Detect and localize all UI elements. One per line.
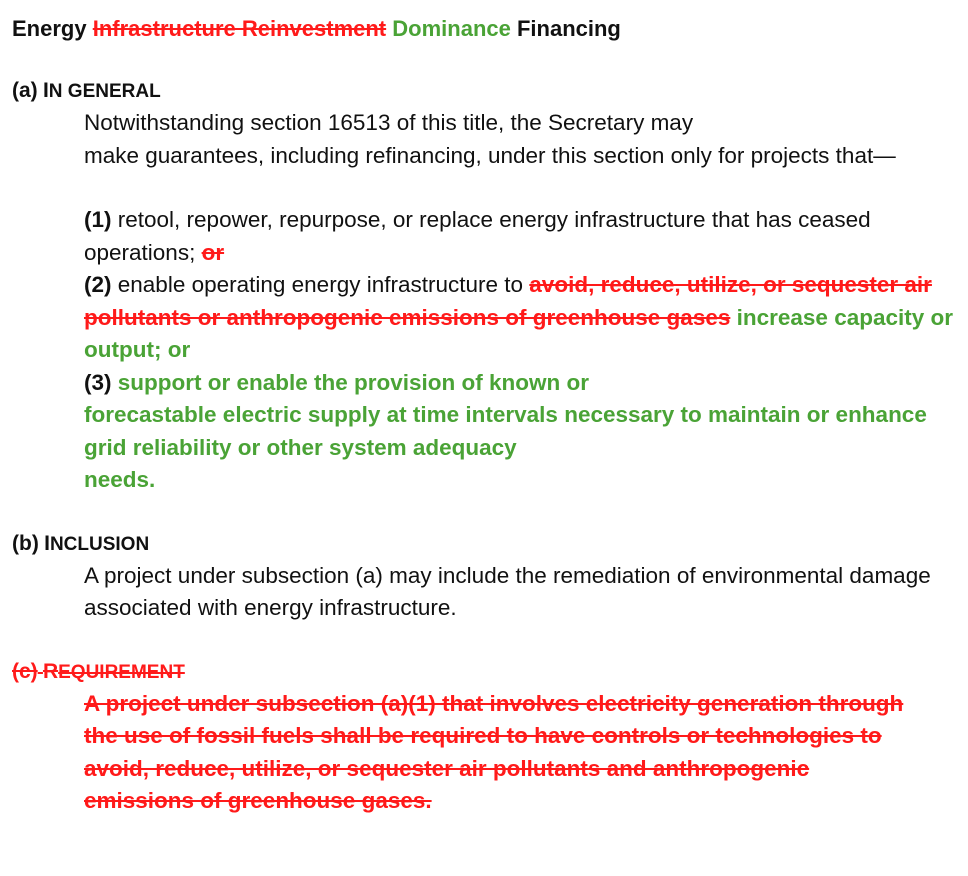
item-3-inserted-line1: support or enable the provision of known or <box>117 369 590 395</box>
section-c-deleted-text: A project under subsection (a)(1) that involves electricity generation through the use of fossil fuels shall be required to have controls or technologies to avoid, reduce, utilize, or sequester air pollutants and anthropogenic emissions of greenhouse gases. <box>84 690 904 813</box>
item-3-number: (3) <box>84 369 112 395</box>
title-inserted-text: Dominance <box>392 16 511 41</box>
section-a-item-2 <box>84 269 954 367</box>
item-3-inserted-line2: forecastable electric supply at time intervals necessary to maintain or enhance grid reliability or other system adequacy <box>84 402 927 460</box>
section-a-item-1 <box>84 204 954 269</box>
document <box>12 12 962 818</box>
item-2-number: (2) <box>84 272 112 297</box>
section-a-heading-initial: I <box>42 79 49 102</box>
section-a-heading <box>12 76 962 107</box>
section-c-heading-rest: EQUIREMENT <box>58 661 185 683</box>
title-deleted-text: Infrastructure Reinvestment <box>92 16 387 41</box>
section-a-intro <box>84 107 954 172</box>
section-a-item-3 <box>84 367 954 497</box>
item-2-text: enable operating energy infrastructure to <box>117 272 524 297</box>
section-c-heading-initial: R <box>42 659 59 683</box>
item-1-text: retool, repower, repurpose, or replace energy infrastructure that has ceased operations; <box>84 207 871 265</box>
section-c-body <box>84 688 924 818</box>
section-c-label: (c) <box>12 659 38 683</box>
item-3-inserted-line3: needs. <box>84 467 156 492</box>
section-a-intro-line1: Notwithstanding section 16513 of this title, the Secretary may <box>84 110 694 135</box>
item-2-deleted-text: avoid, reduce, utilize, or sequester air pollutants or anthropogenic emissions of greenhouse gases <box>84 272 932 330</box>
item-1-number: (1) <box>84 207 112 232</box>
section-a-body <box>84 107 954 497</box>
section-c-heading <box>12 657 962 688</box>
section-b-label: (b) <box>12 531 39 555</box>
item-1-deleted-text: or <box>201 239 225 265</box>
section-b-text: A project under subsection (a) may include the remediation of environmental damage associated with energy infrastructure. <box>84 562 931 620</box>
section-b-heading-rest: NCLUSION <box>49 533 150 555</box>
section-a-heading-rest: N GENERAL <box>48 81 161 102</box>
section-b-heading <box>12 529 962 560</box>
section-a-intro-line2: make guarantees, including refinancing, under this section only for projects that— <box>84 142 896 168</box>
section-a-label: (a) <box>12 79 38 102</box>
title-suffix: Financing <box>516 16 621 41</box>
document-title <box>12 12 962 46</box>
item-2-inserted-text: increase capacity or output; or <box>84 304 954 362</box>
section-b-body <box>84 560 954 625</box>
section-b-heading-initial: I <box>44 531 50 555</box>
title-prefix: Energy <box>12 16 87 41</box>
